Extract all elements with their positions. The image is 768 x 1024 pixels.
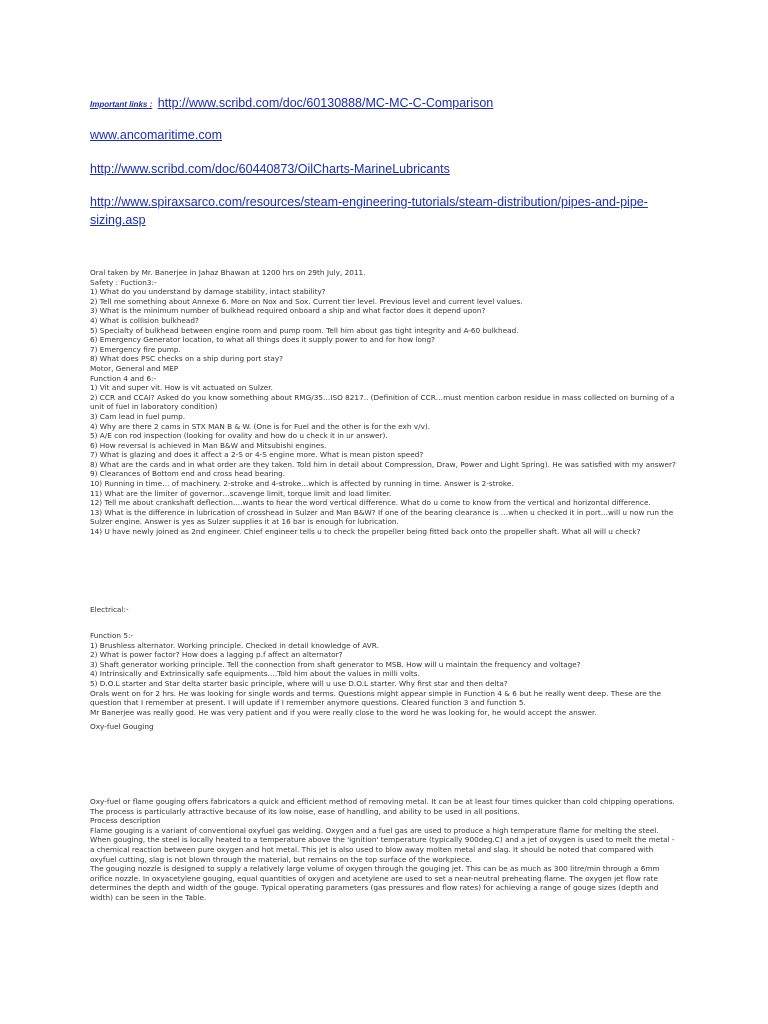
text-line: 5) D.O.L starter and Star delta starter basic principle, where will u use D.O.L starter. Why first star and then delta?	[90, 678, 508, 688]
electrical-section	[90, 631, 680, 717]
text-line: Flame gouging is a variant of conventional oxyfuel gas welding. Oxygen and a fuel gas are used to produce a high temperature flame for melting the steel. When gouging, the steel is locally heated to a temperature above the 'ignition' temperature (typically 900deg.C) and a jet of oxygen is used to melt the metal - a chemical reaction between pure oxygen and hot metal. This jet is also used to blow away molten metal and slag. It should be noted that compared with oxyfuel cutting, slag is not blown through the material, but remains on the top surface of the workpiece.	[90, 825, 675, 864]
text-line: 5) Specialty of bulkhead between engine room and pump room. Tell him about gas tight integrity and A-60 bulkhead.	[90, 325, 519, 335]
text-line: Safety : Fuction3:-	[90, 277, 157, 287]
text-line: 14) U have newly joined as 2nd engineer. Chief engineer tells u to check the propeller being fitted back onto the propeller shaft. What all will u check?	[90, 527, 641, 537]
text-line: Function 4 and 6:-	[90, 373, 157, 383]
electrical-heading-block	[90, 605, 680, 615]
text-line: 2) What is power factor? How does a lagging p.f affect an alternator?	[90, 650, 343, 660]
text-line: 8) What are the cards and in what order are they taken. Told him in detail about Compression, Draw, Power and Light Spring). He was satisfied with my answer?	[90, 459, 676, 469]
text-line: 3) Cam lead in fuel pump.	[90, 411, 186, 421]
gouging-section	[90, 797, 680, 903]
text-line: 9) Clearances of Bottom end and cross head bearing.	[90, 469, 286, 479]
link-row-1	[90, 94, 493, 114]
text-line: 10) Running in time… of machinery. 2-stroke and 4-stroke…which is affected by running in time. Answer is 2-stroke.	[90, 479, 514, 489]
text-line: Process description	[90, 816, 161, 826]
electrical-heading: Electrical:-	[90, 605, 129, 614]
text-line: 4) What is collision bulkhead?	[90, 315, 199, 325]
text-line: 7) Emergency fire pump.	[90, 344, 181, 354]
text-line: 11) What are the limiter of governor…scavenge limit, torque limit and load limiter.	[90, 488, 392, 498]
text-line: 3) Shaft generator working principle. Tell the connection from shaft generator to MSB. How will u maintain the frequency and voltage?	[90, 659, 581, 669]
link-row-3	[90, 160, 450, 178]
text-line: Motor, General and MEP	[90, 363, 179, 373]
link-scribd-mc-comparison[interactable]: http://www.scribd.com/doc/60130888/MC-MC-C-Comparison	[157, 96, 494, 110]
oral-questions-section	[90, 268, 680, 537]
text-line: Orals went on for 2 hrs. He was looking for single words and terms. Questions might appear simple in Function 4 & 6 but he really went deep. These are the question that I remember at present. I will update if I remember anymore questions. Cleared function 3 and function 5.	[90, 688, 661, 708]
text-line: 2) Tell me something about Annexe 6. More on Nox and Sox. Current tier level. Previous level and current level values.	[90, 296, 523, 306]
link-spiraxsarco[interactable]: http://www.spiraxsarco.com/resources/steam-engineering-tutorials/steam-distribution/pipes-and-pipe-sizing.asp	[90, 195, 648, 227]
text-line: Function 5:-	[90, 631, 134, 640]
text-line: 4) Why are there 2 cams in STX MAN B & W. (One is for Fuel and the other is for the exh v/v).	[90, 421, 431, 431]
text-line: 5) A/E con rod inspection (looking for ovality and how do u check it in ur answer).	[90, 431, 388, 441]
link-row-2	[90, 126, 222, 144]
link-ancomaritime[interactable]: www.ancomaritime.com	[90, 128, 222, 142]
important-links-label: Important links :	[90, 100, 153, 109]
text-line: Oxy-fuel or flame gouging offers fabricators a quick and efficient method of removing metal. It can be at least four times quicker than cold chipping operations. The process is particularly attractive because of its low noise, ease of handling, and ability to be used in all positions.	[90, 797, 675, 816]
text-line: 6) Emergency Generator location, to what all things does it supply power to and for how long?	[90, 335, 436, 345]
text-line: 12) Tell me about crankshaft deflection….wants to hear the word vertical difference. What do u come to know from the vertical and horizontal difference.	[90, 498, 651, 508]
link-scribd-oilcharts[interactable]: http://www.scribd.com/doc/60440873/OilCharts-MarineLubricants	[90, 162, 450, 176]
link-row-4	[90, 193, 685, 229]
text-line: The gouging nozzle is designed to supply a relatively large volume of oxygen through the gouging jet. This can be as much as 300 litre/min through a 6mm orifice nozzle. In oxyacetylene gouging, equal quantities of oxygen and acetylene are used to set a near-neutral preheating flame. The oxygen jet flow rate determines the depth and width of the gouge. Typical operating parameters (gas pressures and flow rates) for achieving a range of gouge sizes (depth and width) can be seen in the Table.	[90, 864, 660, 902]
text-line: 6) How reversal is achieved in Man B&W and Mitsubishi engines.	[90, 440, 327, 450]
gouging-heading-block	[90, 722, 680, 732]
text-line: 1) What do you understand by damage stability, intact stability?	[90, 287, 326, 297]
text-line: Mr Banerjee was really good. He was very patient and if you were really close to the word he was looking for, he would accept the answer.	[90, 707, 597, 717]
text-line: Oral taken by Mr. Banerjee in Jahaz Bhawan at 1200 hrs on 29th July, 2011.	[90, 268, 366, 277]
text-line: 4) Intrinsically and Extrinsically safe equipments….Told him about the values in milli volts.	[90, 669, 420, 679]
text-line: 2) CCR and CCAI? Asked do you know something about RMG/35…ISO 8217.. (Definition of CCR…must mention carbon residue in mass collected on burning of a unit of fuel in laboratory condition)	[90, 392, 675, 412]
text-line: 1) Vit and super vit. How is vit actuated on Sulzer.	[90, 383, 273, 393]
text-line: 8) What does PSC checks on a ship during port stay?	[90, 354, 284, 364]
text-line: 13) What is the difference in lubrication of crosshead in Sulzer and Man B&W? If one of the bearing clearance is …when u checked it in port…will u now run the Sulzer engine. Answer is yes as Sulzer supplies it at 16 bar is enough for lubrication.	[90, 507, 674, 527]
text-line: 3) What is the minimum number of bulkhead required onboard a ship and what factor does it depend upon?	[90, 306, 486, 316]
text-line: 7) What is glazing and does it affect a 2-S or 4-S engine more. What is mean piston speed?	[90, 450, 424, 460]
text-line: 1) Brushless alternator. Working principle. Checked in detail knowledge of AVR.	[90, 640, 379, 650]
gouging-heading: Oxy-fuel Gouging	[90, 722, 154, 731]
